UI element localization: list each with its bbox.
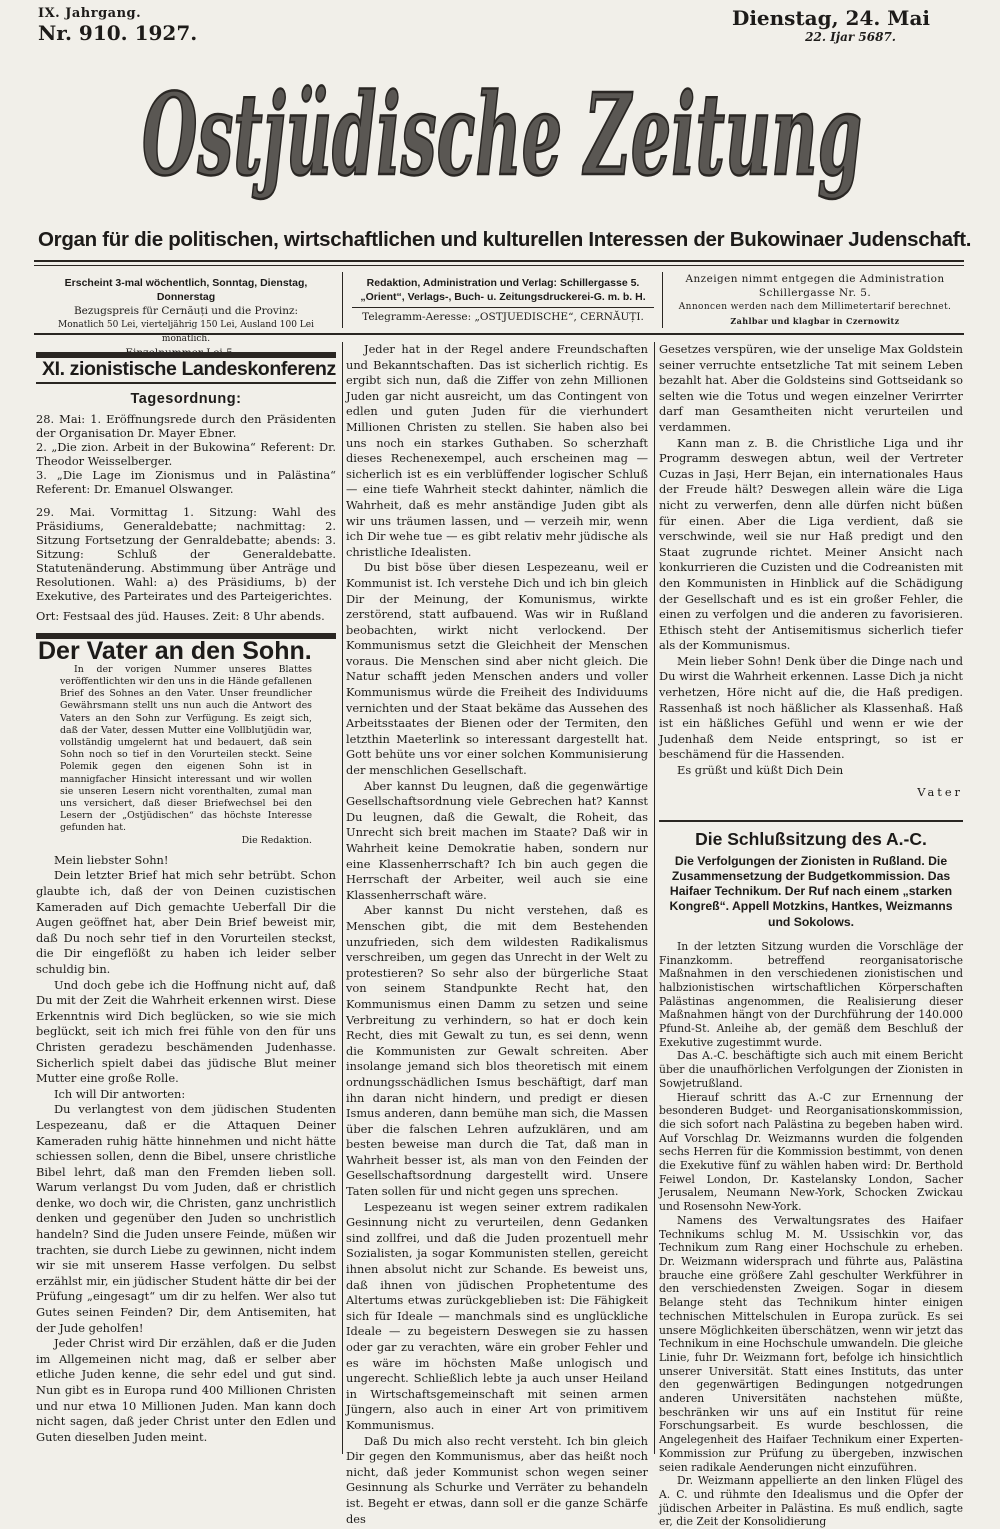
editorial-address: Redaktion, Administration und Verlag: Schillergasse 5. — [366, 277, 640, 289]
agenda-list — [36, 412, 336, 623]
agenda-item: 29. Mai. Vormittag 1. Sitzung: Wahl des Präsidiums, Generaldebatte; nachmittag: 2. Sitzung Fortsetzung der Genraldebatte; abends: 3. Sitzung: Schluß der Generaldebatte. Statutenänderung. Abstimmung über Anträge und Resolutionen. Wahl: a) des Präsidiums, b) der Exekutive, des Parteirates und des Parteigerichtes. — [36, 505, 336, 604]
letter-paragraph: Mein lieber Sohn! Denk über die Dinge nach und Du wirst die Wahrheit erkennen. Lasse Dich ja nicht verhetzen, Höre nicht auf die, die Haß predigen. Rassenhaß ist noch häßlicher als Klassenhaß. Haß ist ein häßliches Gefühl und wenn er wie der Judenhaß dem Neide entspringt, so ist er beschämend für die Hassenden. — [659, 653, 963, 762]
article-paragraph: In der letzten Sitzung wurden die Vorschläge der Finanzkomm. betreffend reorganisatorische Maßnahmen in den verschiedenen zionistischen und halbzionistischen wirtschaftlichen Körperschaften Palästinas angenommen, die Realisierung dieser Maßnahmen hängt von der Durchführung der 140.000 Pfund-St. Anleihe ab, der gemäß dem Beschluß der Exekutive zugestimmt wurde. — [659, 939, 963, 1049]
section-rule — [659, 820, 963, 822]
letter-paragraph: Du bist böse über diesen Lespezeanu, weil er Kommunist ist. Ich verstehe Dich und ich bin gleich Dir der Meinung, der Komunismus, wirkte zerstörend, statt aufbauend. Was wir in Rußland beobachten, wirkt nicht verlockend. Der Kommunismus setzt die Gleichheit der Menschen voraus. Die Menschen sind aber nicht gleich. Die Natur schafft jeden Menschen anders und voller Kommunismus würde die Freiheit des Individuums vernichten und der Staat bekäme das Aussehen des Arbeitsstaates der Bienen oder der Termiten, den letzthin Maeterlink so interessant dargestellt hat. Gott behüte uns vor einer solchen Kommunisierung der menschlichen Gesellschaft. — [346, 560, 648, 778]
agenda-item: 28. Mai: 1. Eröffnungsrede durch den Präsidenten der Organisation Dr. Mayer Ebner. — [36, 412, 336, 441]
letter-paragraph: Du verlangtest von dem jüdischen Studenten Lespezeanu, daß er die Attaquen Deiner Kameraden ruhig hätte hinnehmen und nicht hätte schiessen sollen, denn die Bibel, unsere christliche Bibel lehrt, daß man den Fremden lieben soll. Warum verlangst Du vom Juden, daß er christlich denke, wo doch wir, die Christen, ganz unchristlich denken und gegenüber den Juden so unchristlich handeln? Sind die Juden unsere Feinde, müßen wir trachten, sie durch Liebe zu gewinnen, nicht indem wir sie mit unserem Hasse verfolgen. Du selbst erzählst mir, ein jüdischer Student hätte dir bei der Prüfung „eingesagt“ um dir zu helfen. Wer also tut Gutes seinen Feinden? Dir, dem Antisemiten, hat der Jude geholfen! — [36, 1102, 336, 1335]
letter-paragraph: Dein letzter Brief hat mich sehr betrübt. Schon glaubte ich, daß der von Deinen cuzistischen Kameraden auf Dich gemachte Ueberfall Dir die Augen geöffnet hat, aber Dein Brief beweist mir, daß Du noch sehr tief in den Vorurteilen steckst, die Dir eingeflößt zu haben ich leider selber schuldig bin. — [36, 868, 336, 976]
letter-paragraph: Gesetzes verspüren, wie der unselige Max Goldstein seiner verruchte entsetzliche Tat mit seinem Leben bezahlt hat. Aber die Goldsteins sind Gottseidank so selten wie die Totus und wegen einzelner Verirrter darf man Gesamtheiten nicht verurteilen und verdammen. — [659, 342, 963, 434]
ads-jurisdiction: Zahlbar und klagbar in Czernowitz — [730, 316, 900, 326]
letter-paragraph: Aber kannst Du leugnen, daß die gegenwärtige Gesellschaftsordnung viele Gebrechen hat? Kannst Du leugnen, daß die Gewalt, die Roheit, das Unrecht sich breit machen im Staate? Daß wir in Wahrheit keine Demokratie haben, sondern nur eine Klassenherrschaft? Ich bin auch gegen die Herrschaft der Arbeiter, weil auch sie eine Klassenherrschaft wäre. — [346, 778, 648, 902]
price-details: Monatlich 50 Lei, vierteljährig 150 Lei, Ausland 100 Lei monatlich. — [58, 320, 314, 344]
article-title-vater: Der Vater an den Sohn. — [38, 637, 312, 666]
issue-number: Nr. 910. 1927. — [38, 21, 198, 45]
publisher-name: „Orient“, Verlags-, Buch- u. Zeitungsdruckerei-G. m. b. H. — [360, 291, 646, 303]
publication-schedule: Erscheint 3-mal wöchentlich, Sonntag, Dienstag, Donnerstag — [64, 277, 308, 303]
letter-paragraph: Kann man z. B. die Christliche Liga und ihr Programm deswegen abtun, weil der Vertreter Cuzas in Jași, Herr Bejan, ein internationales Haus der Freude hält? Deswegen allein wäre die Liga nicht zu verwerfen, denn alle dürfen nicht büßen für einen. Aber die Liga verdient, daß sie verschwinde, weil sie nur Haß predigt und den Staat zugrunde richtet. Meiner Ansicht nach konkurrieren die Cuzisten und die Codreanisten mit den Kommunisten in Hinblick auf die Schädigung der Gesellschaft und es ist ein großer Fehler, die einen zu verfolgen und die anderen zu favorisieren. Ethisch steht der Antisemitismus sicherlich tiefer als der Kommunismus. — [659, 435, 963, 653]
column-divider — [654, 342, 655, 1454]
letter-paragraph: Ich will Dir antworten: — [54, 1086, 186, 1101]
hebrew-date: 22. Ijar 5687. — [805, 30, 896, 44]
column-3 — [659, 342, 963, 1529]
masthead-rule — [34, 260, 964, 262]
ads-address: Schillergasse Nr. 5. — [758, 287, 872, 299]
column-1 — [36, 342, 336, 1445]
intro-text: In der vorigen Nummer unseres Blattes veröffentlichten wir den uns in die Hände gefallenen Brief des Sohnes an den Vater. Unser freundlicher Gewährsmann stellt uns nun auch die Antwort des Vaters an den Sohn zur Verfügung. Es zeigt sich, daß der Vater, dessen Mutter eine Vollblutjüdin war, vollständig umgelernt hat und bedauert, daß sein Sohn noch so tief in den Vorurteilen steckt. Seine Polemik gegen den eigenen Sohn ist in mannigfacher Hinsicht interessant und wir wollen sie unseren Lesern nicht vorenthalten, zumal man uns versichert, daß dieser Briefwechsel bei den Lesern der „Ostjüdischen“ das höchste Interesse gefunden hat. — [60, 663, 312, 834]
newspaper-logo — [132, 62, 872, 212]
letter-paragraph: Jeder hat in der Regel andere Freundschaften und Bekanntschaften. Das ist sicherlich richtig. Es ergibt sich nun, daß die Ziffer von zehn Millionen Juden gar nicht ausreicht, um das Contingent von edlen und guten Juden für die vierhundert Millionen Christen zu stellen. Sie haben also bei uns noch ein starkes Guthaben. So scherzhaft dieses Rechenexempel, auch erscheinen mag — sicherlich ist es ein verblüffender logischer Schluß — eine tiefe Wahrheit steckt dahinter, nämlich die Wahrheit, daß es mehr anständige Juden gibt als wir uns träumen lassen, und — verzeih mir, wenn ich Dir wehe tue — es gibt relativ mehr jüdische als christliche Idealisten. — [346, 342, 648, 559]
volume-label: IX. Jahrgang. — [38, 6, 142, 21]
date-info — [732, 6, 930, 44]
editorial-intro — [36, 664, 336, 847]
newspaper-subtitle: Organ für die politischen, wirtschaftlichen und kulturellen Interessen der Bukowinaer Judenschaft. — [38, 228, 972, 251]
issue-date: Dienstag, 24. Mai — [731, 6, 930, 30]
info-divider — [662, 272, 663, 328]
agenda-heading: Tagesordnung: — [130, 390, 242, 407]
schluss-body — [659, 940, 963, 1529]
letter-paragraph: Jeder Christ wird Dir erzählen, daß er die Juden im Allgemeinen nicht mag, daß er selber aber etliche Juden kenne, die sehr edel und gut sind. Nun gibt es in Europa rund 400 Millionen Christen und nur etwa 10 Millionen Juden. Man kann doch nicht sagen, daß jeder Christ unter den Edlen und Guten dieselben Juden meint. — [36, 1336, 336, 1444]
masthead-rule-thin — [34, 265, 964, 266]
section-rule — [36, 382, 336, 384]
article-title-schluss: Die Schlußsitzung des A.-C. — [695, 829, 927, 850]
column-2 — [346, 342, 648, 1527]
agenda-location: Ort: Festsaal des jüd. Hauses. Zeit: 8 Uhr abends. — [36, 609, 325, 624]
letter-paragraph: Daß Du mich also recht versteht. Ich bin gleich Dir gegen den Kommunismus, aber das heißt noch nicht, daß jeder Kommunist schon wegen seiner Gesinnung als Schurke und Verräter zu behandeln ist. Begeht er etwas, dann soll er die ganze Schärfe des — [346, 1433, 648, 1526]
advertising-info — [668, 272, 962, 328]
logo-text: Ostjüdische Zeitung — [142, 70, 862, 201]
article-paragraph: Das A.-C. beschäftigte sich auch mit einem Bericht über die unaufhörlichen Verfolgungen der Zionisten in Sowjetrußland. — [659, 1049, 963, 1090]
intro-signature: Die Redaktion. — [241, 834, 312, 846]
article-paragraph: Namens des Verwaltungsrates des Haifaer Technikums schlug M. M. Ussischkin vor, das Technikum zum Rang einer Hochschule zu erheben. Dr. Weizmann widersprach und führte aus, Palästina brauche eine größere Zahl geschulter Werkführer in den verschiedensten Zweigen. Sogar in diesem Belange steht das Technikum hinter einigen technischen Mittelschulen in Europa zurück. Es sei unsere Möglichkeiten überschätzen, wenn wir jetzt das Technikum in eine Hochschule umwandeln. Die gleiche Linie, fuhr Dr. Weizmann fort, befolge ich hinsichtlich unserer Universität. Statt eines Instituts, das unter den gegenwärtigen Bedingungen notgedrungen anderen Universitäten nachstehen müßte, beschränken wir uns auf ein Institut für reine Forschungsarbeit. Es wurde beschlossen, die Angelegenheit des Haifaer Technikum einer Experten-Kommission zur Prüfung zu übergeben, inzwischen seien radikale Aenderungen nicht einzuführen. — [659, 1213, 964, 1474]
ads-tariff: Annoncen werden nach dem Millimetertarif berechnet. — [678, 302, 952, 312]
ads-line: Anzeigen nimmt entgegen die Administration — [685, 273, 945, 285]
single-issue-price: Einzelnummer Lei 5.— — [125, 347, 247, 359]
article-subheading: Die Verfolgungen der Zionisten in Rußland. Die Zusammensetzung der Budgetkommission. Das Haifaer Technikum. Der Ruf nach einem „starken Kongreß“. Appell Motzkins, Hantkes, Weizmanns und Sokolows. — [669, 853, 953, 929]
editorial-info — [348, 276, 658, 324]
letter-paragraph: Lespezeanu ist wegen seiner extrem radikalen Gesinnung nicht zu verurteilen, denn Gedanken sind zollfrei, und daß die Juden prozentuell mehr Sozialisten, ja sogar Kommunisten stellen, gereicht ihnen absolut nicht zur Schande. Es beweist uns, daß ihnen von jüdischen Prophetentume des Altertums etwas zurückgeblieben ist: Die Fähigkeit sich für Ideale — manchmals sind es unglückliche Ideale — zu begeistern Deswegen sie zu hassen oder gar zu verachten, wäre ein grober Fehler und es wäre im höchsten Maße unlogisch und ungerecht. Schließlich lebte ja auch unser Heiland in Wirtschaftsgemeinschaft mit seinen armen Jüngern, also auch in einer Art von primitivem Kommunismus. — [346, 1199, 648, 1432]
article-paragraph: Hierauf schritt das A.-C zur Ernennung der besonderen Budget- und Reorganisationskommission, die sich sofort nach Palästina zu begeben haben wird. Auf Vorschlag Dr. Weizmanns wurden die folgenden sechs Herren für die Kommission bestimmt, von denen die Exekutive fünf zu wählen haben wird: Dr. Berthold Feiwel London, Dr. Kastelansky London, Sacher Jerusalem, Neumann New-York, Schocken Zwickau und Rosensohn New-York. — [659, 1090, 963, 1214]
column-divider — [342, 342, 343, 1454]
agenda-item: 2. „Die zion. Arbeit in der Bukowina“ Referent: Dr. Theodor Weisselberger. — [36, 440, 336, 469]
letter-paragraph: Und doch gebe ich die Hoffnung nicht auf, daß Du mit der Zeit die Wahrheit erkennen wirst. Diese Erkenntnis wird Dich beglücken, so wie sie mich beglückt, seit ich mich frei fühle von den für uns Christen geradezu beschämenden Judenhasse. Sicherlich spielt dabei das jüdische Blut meiner Mutter eine große Rolle. — [36, 977, 336, 1086]
article-paragraph: Dr. Weizmann appellierte an den linken Flügel des A. C. und rühmte den Idealismus und die Opfer der jüdischen Arbeiter in Palästina. Es muß endlich, sagte er, die Zeit der Konsolidierung — [659, 1474, 963, 1529]
volume-info — [38, 6, 197, 45]
info-divider — [342, 272, 343, 328]
header-bottom-rule — [34, 333, 964, 335]
letter-paragraph: Aber kannst Du nicht verstehen, daß es Menschen gibt, die mit dem Bestehenden unzufrieden, sich dem wildesten Radikalismus verschreiben, um gegen das Unrecht in der Welt zu protestieren? So sehr also der bürgerliche Staat von seinem Standpunkte Recht hat, den Kommunismus einen Damm zu setzen und seine Verbreitung zu verhindern, so hat er doch kein Recht, dies mit Gewalt zu tun, es sei denn, wenn die Kommunisten zur Gewalt schreiten. Aber insolange jemand sich blos theoretisch mit einem ordnungsschädlichen Ismus beschäftigt, darf man ihn daran nicht hindern, und predigt er diesen Ismus anderen, dann bemühe man sich, die Massen über die falschen Lehren aufzuklären, und am besten beweise man durch die Tat, daß man in Wahrheit besser ist, als man von den Feinden der Gesellschaftsordnung dargestellt wird. Unsere Taten sollen für und nicht gegen uns sprechen. — [346, 903, 648, 1199]
price-heading: Bezugspreis für Cernăuți und die Provinz: — [73, 305, 299, 317]
telegram-address: Telegramm-Aeresse: „OSTJUEDISCHE“, CERNĂUȚI. — [352, 307, 654, 324]
letter-paragraph: Mein liebster Sohn! — [54, 852, 169, 867]
agenda-item: 3. „Die Lage im Zionismus und in Palästina“ Referent: Dr. Emanuel Olswanger. — [36, 468, 336, 497]
letter-paragraph: Es grüßt und küßt Dich Dein — [677, 763, 844, 778]
zion-conference-title: XI. zionistische Landeskonferenz — [42, 358, 336, 380]
letter-signature: Vater — [917, 784, 963, 799]
